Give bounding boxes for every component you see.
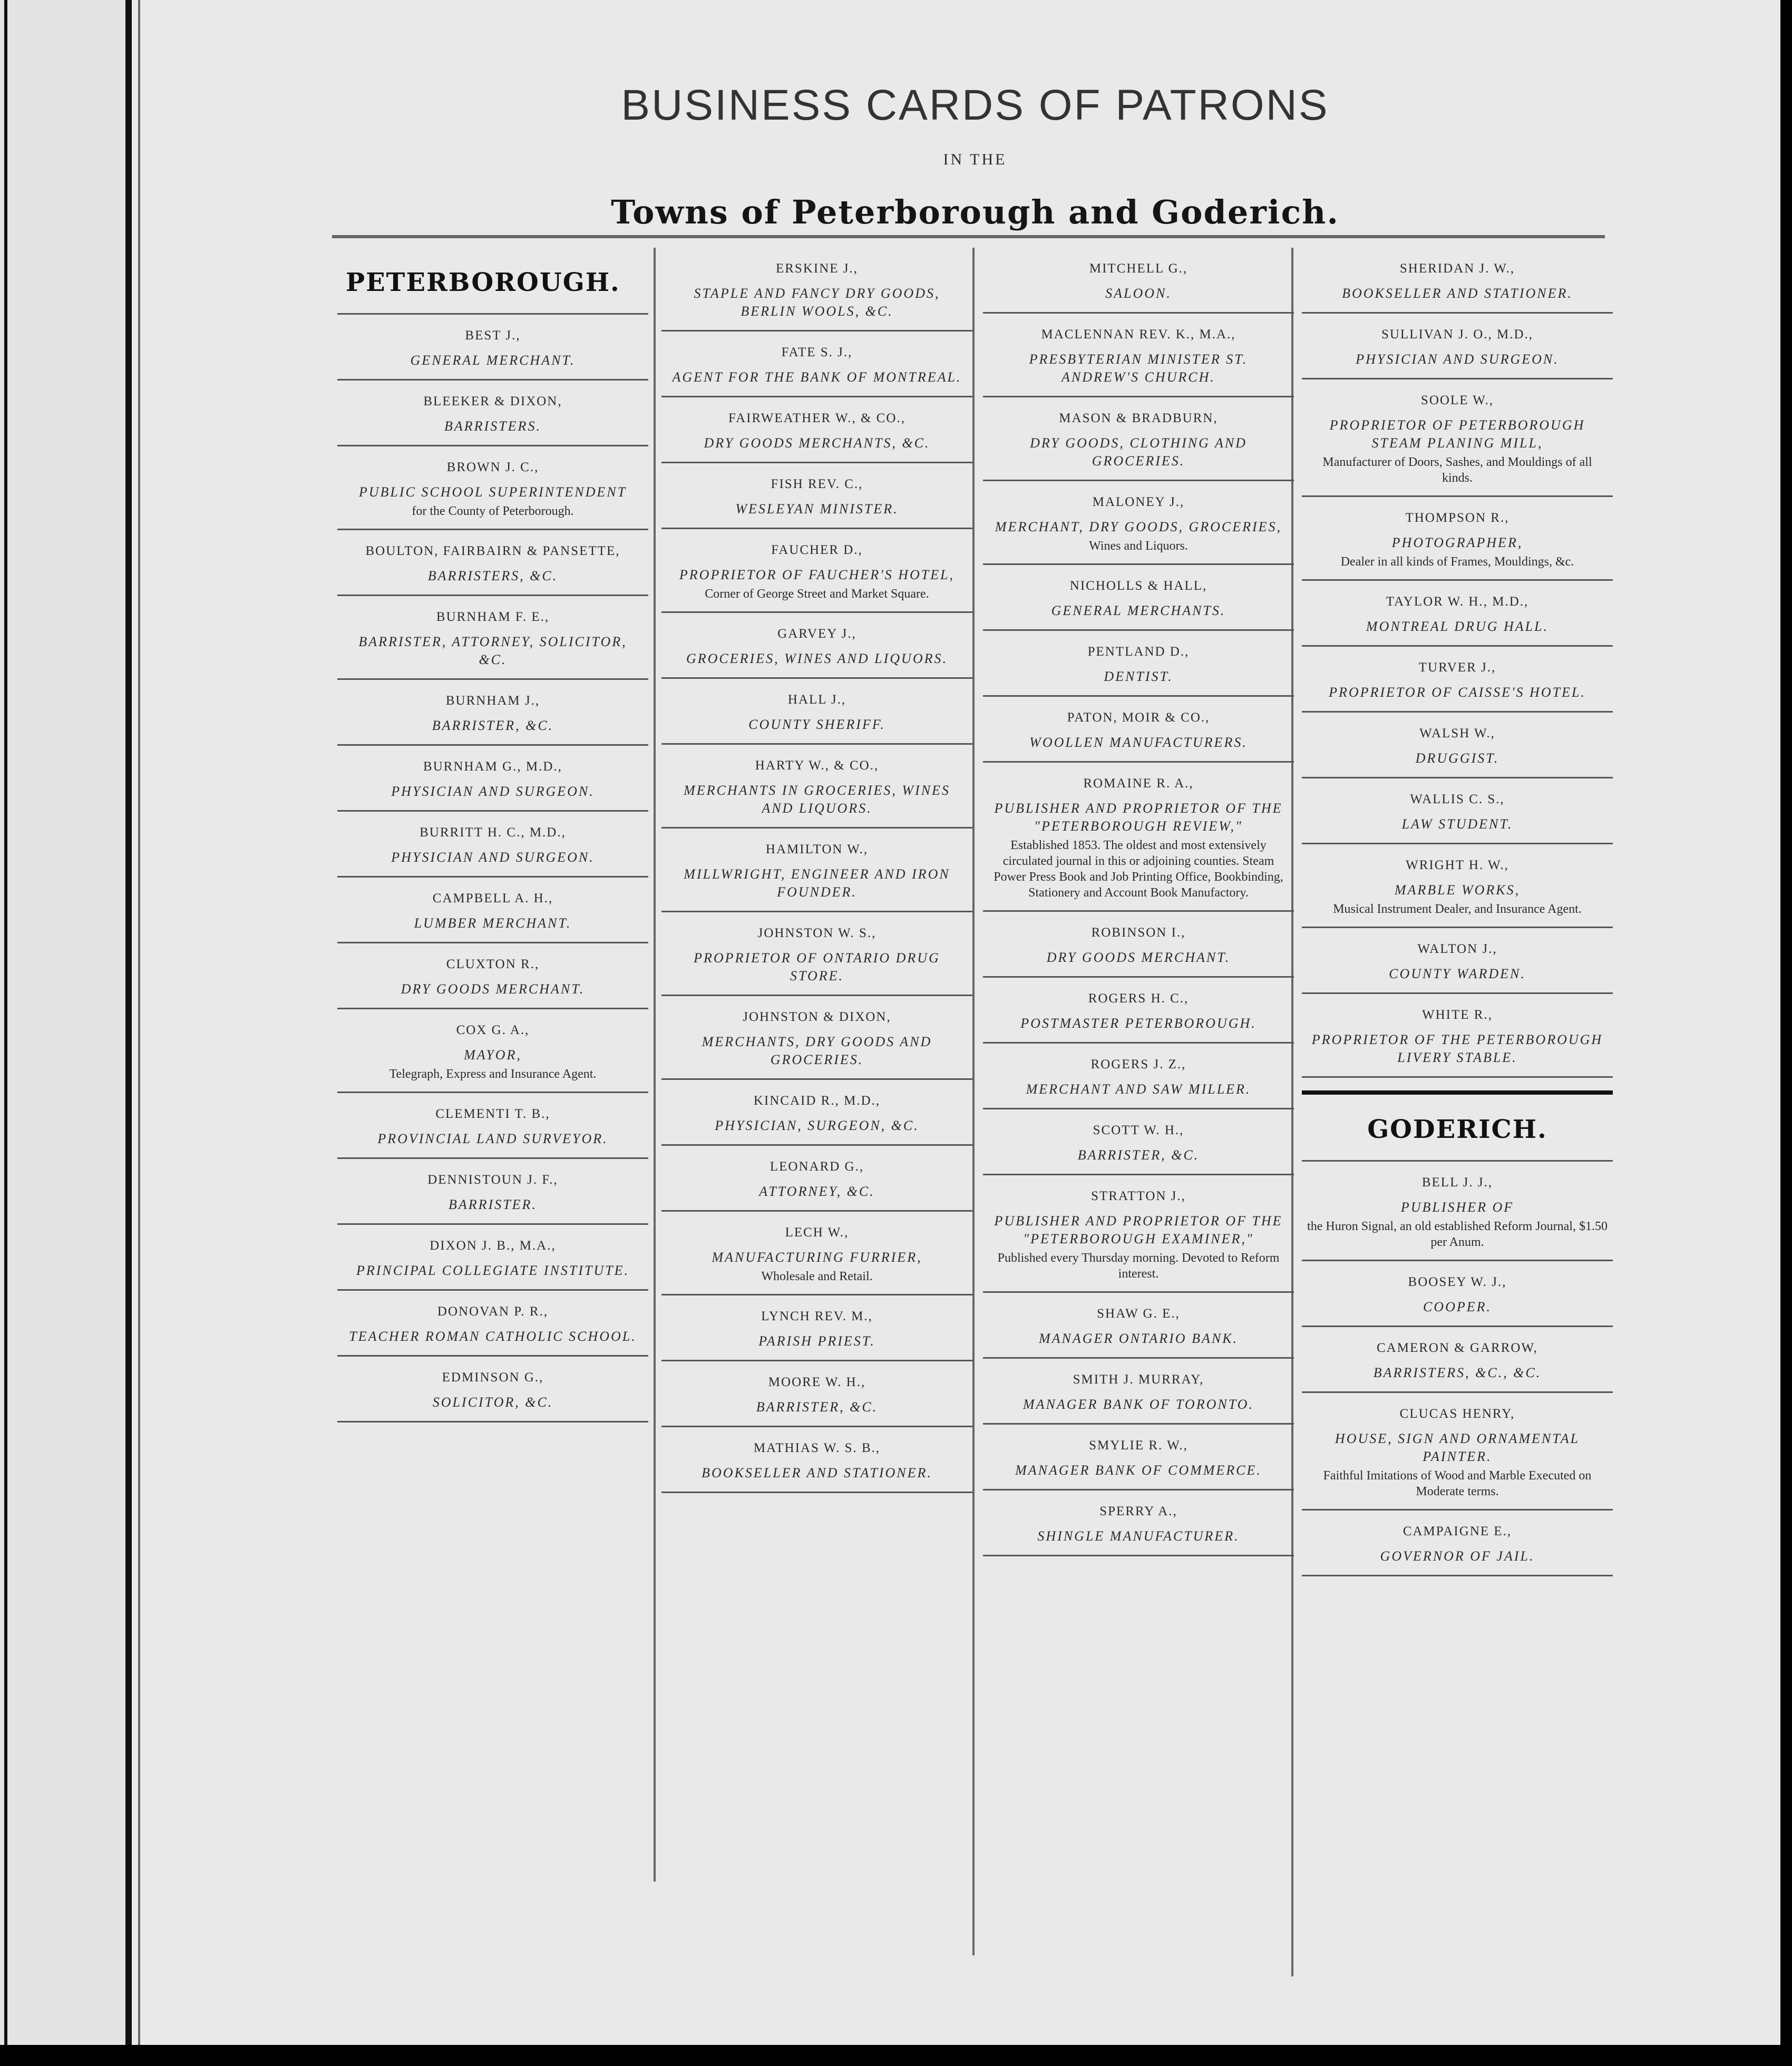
patron-name: GARVEY J., bbox=[777, 627, 856, 641]
patron-occupation: STAPLE AND FANCY DRY GOODS, BERLIN WOOLS, &C. bbox=[694, 286, 940, 319]
patron-name: HAMILTON W., bbox=[765, 842, 869, 856]
patron-occupation: POSTMASTER PETERBOROUGH. bbox=[1020, 1016, 1257, 1031]
patron-occupation: BOOKSELLER AND STATIONER. bbox=[1342, 286, 1573, 301]
business-card-entry bbox=[661, 829, 972, 912]
patron-name: COX G. A., bbox=[456, 1023, 530, 1037]
business-card-entry bbox=[1302, 844, 1613, 928]
business-card-entry bbox=[661, 1295, 972, 1361]
patron-name: BOOSEY W. J., bbox=[1408, 1275, 1507, 1289]
patron-note: the Huron Signal, an old established Reform Journal, $1.50 per Anum. bbox=[1307, 1220, 1608, 1249]
column-1 bbox=[337, 248, 648, 1422]
business-card-entry bbox=[983, 697, 1294, 763]
section-heading-peterborough: PETERBOROUGH. bbox=[337, 248, 648, 315]
patron-occupation: PARISH PRIEST. bbox=[758, 1333, 875, 1349]
patron-name: WRIGHT H. W., bbox=[1406, 858, 1509, 872]
patron-name: BURNHAM F. E., bbox=[436, 610, 550, 624]
business-card-entry bbox=[661, 613, 972, 679]
business-card-entry bbox=[1302, 581, 1613, 647]
patron-name: JOHNSTON & DIXON, bbox=[743, 1010, 891, 1024]
column-2 bbox=[661, 248, 972, 1493]
patron-note: for the County of Peterborough. bbox=[412, 504, 574, 518]
patron-occupation: MANAGER BANK OF TORONTO. bbox=[1023, 1397, 1254, 1412]
patron-occupation: PHYSICIAN AND SURGEON. bbox=[391, 784, 595, 799]
patron-occupation: MERCHANTS, DRY GOODS AND GROCERIES. bbox=[702, 1034, 932, 1067]
patron-name: MOORE W. H., bbox=[768, 1375, 866, 1389]
patron-occupation: COUNTY WARDEN. bbox=[1389, 966, 1526, 981]
patron-occupation: AGENT FOR THE BANK OF MONTREAL. bbox=[672, 369, 962, 385]
patron-occupation: DRY GOODS, CLOTHING AND GROCERIES. bbox=[1030, 435, 1247, 469]
patron-occupation: MAYOR, bbox=[464, 1047, 522, 1063]
patron-name: JOHNSTON W. S., bbox=[757, 926, 876, 940]
patron-name: DONOVAN P. R., bbox=[437, 1304, 549, 1319]
patron-note: Published every Thursday morning. Devoted to Reform interest. bbox=[997, 1251, 1280, 1281]
patron-name: SOOLE W., bbox=[1420, 393, 1494, 407]
business-card-entry bbox=[337, 1159, 648, 1225]
business-card-entry bbox=[337, 812, 648, 878]
patron-occupation: PROPRIETOR OF THE PETERBOROUGH LIVERY STABLE. bbox=[1311, 1032, 1603, 1065]
business-card-entry bbox=[337, 1225, 648, 1291]
patron-name: ROGERS H. C., bbox=[1088, 991, 1189, 1006]
patron-occupation: MANAGER ONTARIO BANK. bbox=[1038, 1331, 1239, 1346]
patron-name: SHERIDAN J. W., bbox=[1399, 261, 1515, 276]
patron-name: PENTLAND D., bbox=[1087, 645, 1190, 659]
patron-name: MATHIAS W. S. B., bbox=[753, 1441, 881, 1455]
patron-name: LYNCH REV. M., bbox=[761, 1309, 873, 1323]
business-card-entry bbox=[983, 912, 1294, 978]
binding-line bbox=[125, 0, 132, 2066]
patron-occupation: MANAGER BANK OF COMMERCE. bbox=[1015, 1463, 1262, 1478]
business-card-entry bbox=[337, 315, 648, 381]
business-card-entry bbox=[1302, 778, 1613, 844]
business-card-entry bbox=[1302, 1162, 1613, 1261]
business-card-entry bbox=[337, 680, 648, 746]
patron-name: KINCAID R., M.D., bbox=[753, 1094, 881, 1108]
patron-name: SULLIVAN J. O., M.D., bbox=[1381, 327, 1534, 342]
patron-note: Dealer in all kinds of Frames, Mouldings, &c. bbox=[1340, 555, 1574, 569]
patron-occupation: COUNTY SHERIFF. bbox=[748, 717, 885, 732]
business-card-entry bbox=[337, 1093, 648, 1159]
patron-name: SHAW G. E., bbox=[1097, 1307, 1180, 1321]
patron-occupation: MILLWRIGHT, ENGINEER AND IRON FOUNDER. bbox=[684, 866, 950, 900]
business-card-entry bbox=[661, 332, 972, 397]
business-card-entry bbox=[337, 1357, 648, 1422]
business-card-entry bbox=[983, 1490, 1294, 1556]
business-card-entry bbox=[661, 529, 972, 613]
patron-name: BOULTON, FAIRBAIRN & PANSETTE, bbox=[365, 544, 620, 558]
patron-occupation: BARRISTER, &C. bbox=[756, 1399, 878, 1415]
column-divider bbox=[654, 248, 656, 1882]
patron-occupation: DENTIST. bbox=[1104, 669, 1173, 684]
business-card-entry bbox=[1302, 928, 1613, 994]
business-card-entry bbox=[337, 943, 648, 1009]
patron-occupation: BARRISTERS, &C. bbox=[427, 568, 558, 583]
patron-occupation: SOLICITOR, &C. bbox=[432, 1395, 553, 1410]
business-card-entry bbox=[337, 530, 648, 596]
patron-name: CAMPAIGNE E., bbox=[1403, 1524, 1512, 1538]
patron-note: Faithful Imitations of Wood and Marble Executed on Moderate terms. bbox=[1323, 1469, 1592, 1498]
business-card-entry bbox=[661, 1080, 972, 1146]
patron-occupation: LUMBER MERCHANT. bbox=[414, 915, 572, 931]
patron-name: ROBINSON I., bbox=[1091, 925, 1186, 940]
patron-note: Wholesale and Retail. bbox=[761, 1270, 873, 1283]
patron-occupation: MONTREAL DRUG HALL. bbox=[1366, 619, 1549, 634]
column-divider bbox=[972, 248, 975, 1955]
patron-name: STRATTON J., bbox=[1091, 1189, 1186, 1203]
business-card-entry bbox=[661, 1146, 972, 1212]
header-rule bbox=[332, 235, 1605, 238]
patron-name: CAMERON & GARROW, bbox=[1376, 1341, 1538, 1355]
business-card-entry bbox=[983, 1359, 1294, 1425]
business-card-entry bbox=[337, 596, 648, 680]
patron-occupation: MERCHANT AND SAW MILLER. bbox=[1026, 1081, 1251, 1097]
patron-occupation: PUBLISHER AND PROPRIETOR OF THE "PETERBOROUGH EXAMINER," bbox=[994, 1213, 1283, 1246]
patron-occupation: SALOON. bbox=[1105, 286, 1172, 301]
patron-name: HARTY W., & CO., bbox=[755, 758, 879, 773]
business-card-entry bbox=[661, 996, 972, 1080]
business-card-entry bbox=[983, 314, 1294, 397]
business-card-entry bbox=[337, 878, 648, 943]
left-edge-line bbox=[4, 0, 7, 2066]
patron-name: HALL J., bbox=[787, 693, 846, 707]
patron-name: SMITH J. MURRAY, bbox=[1073, 1372, 1204, 1387]
business-card-entry bbox=[983, 397, 1294, 481]
page-header bbox=[316, 76, 1634, 233]
patron-occupation: PUBLISHER AND PROPRIETOR OF THE "PETERBOROUGH REVIEW," bbox=[994, 801, 1283, 834]
patron-name: BEST J., bbox=[465, 328, 521, 343]
business-card-entry bbox=[983, 1175, 1294, 1293]
patron-name: CLUCAS HENRY, bbox=[1399, 1407, 1515, 1421]
patron-name: THOMPSON R., bbox=[1405, 511, 1509, 525]
page-heading: Towns of Peterborough and Goderich. bbox=[611, 193, 1339, 231]
patron-name: LEONARD G., bbox=[770, 1159, 864, 1174]
patron-occupation: PHOTOGRAPHER, bbox=[1391, 535, 1523, 550]
business-card-entry bbox=[983, 631, 1294, 697]
patron-occupation: MERCHANT, DRY GOODS, GROCERIES, bbox=[995, 519, 1282, 534]
patron-occupation: PUBLISHER OF bbox=[1400, 1200, 1514, 1215]
patron-name: BURNHAM J., bbox=[445, 694, 540, 708]
business-card-entry bbox=[1302, 1261, 1613, 1327]
patron-occupation: PROPRIETOR OF ONTARIO DRUG STORE. bbox=[694, 950, 940, 983]
patron-note: Established 1853. The oldest and most extensively circulated journal in this or adjoining counties. Steam Power Press Book and Job Printing Office, Bookbinding, Stationery and Account Book Manufactory. bbox=[994, 839, 1283, 900]
patron-occupation: GROCERIES, WINES AND LIQUORS. bbox=[686, 651, 948, 666]
patron-occupation: BARRISTERS. bbox=[444, 418, 541, 434]
patron-name: FISH REV. C., bbox=[771, 477, 863, 491]
business-card-entry bbox=[661, 248, 972, 332]
patron-occupation: DRY GOODS MERCHANT. bbox=[1046, 950, 1231, 965]
business-card-entry bbox=[1302, 994, 1613, 1078]
patron-occupation: PROVINCIAL LAND SURVEYOR. bbox=[377, 1131, 608, 1146]
patron-name: CLUXTON R., bbox=[446, 957, 540, 971]
patron-name: CAMPBELL A. H., bbox=[432, 891, 553, 905]
patron-occupation: HOUSE, SIGN AND ORNAMENTAL PAINTER. bbox=[1335, 1431, 1580, 1464]
business-card-entry bbox=[337, 381, 648, 446]
patron-note: Musical Instrument Dealer, and Insurance Agent. bbox=[1333, 902, 1582, 916]
column-3 bbox=[983, 248, 1294, 1556]
patron-name: FAUCHER D., bbox=[771, 543, 863, 557]
business-card-entry bbox=[983, 1425, 1294, 1490]
patron-note: Corner of George Street and Market Square. bbox=[705, 587, 929, 601]
patron-occupation: BOOKSELLER AND STATIONER. bbox=[702, 1465, 932, 1480]
business-card-entry bbox=[1302, 248, 1613, 314]
patron-occupation: PHYSICIAN AND SURGEON. bbox=[391, 850, 595, 865]
business-card-entry bbox=[1302, 647, 1613, 713]
business-card-entry bbox=[983, 978, 1294, 1044]
patron-occupation: PRINCIPAL COLLEGIATE INSTITUTE. bbox=[356, 1263, 629, 1278]
page-subtitle: IN THE bbox=[943, 151, 1007, 168]
left-page-margin bbox=[0, 0, 125, 2066]
patron-occupation: BARRISTER, ATTORNEY, SOLICITOR, &C. bbox=[358, 634, 627, 667]
business-card-entry bbox=[1302, 497, 1613, 581]
patron-occupation: DRUGGIST. bbox=[1415, 751, 1499, 766]
patron-occupation: MANUFACTURING FURRIER, bbox=[712, 1250, 922, 1265]
patron-occupation: BARRISTERS, &C., &C. bbox=[1373, 1365, 1542, 1380]
patron-name: ROMAINE R. A., bbox=[1083, 776, 1194, 791]
patron-name: TAYLOR W. H., M.D., bbox=[1386, 595, 1529, 609]
patron-occupation: PROPRIETOR OF PETERBOROUGH STEAM PLANING MILL, bbox=[1329, 417, 1585, 451]
patron-occupation: WOOLLEN MANUFACTURERS. bbox=[1029, 735, 1248, 750]
business-card-entry bbox=[983, 565, 1294, 631]
patron-occupation: PUBLIC SCHOOL SUPERINTENDENT bbox=[358, 484, 627, 500]
business-card-entry bbox=[661, 912, 972, 996]
patron-name: MACLENNAN REV. K., M.A., bbox=[1041, 327, 1236, 342]
patron-occupation: WESLEYAN MINISTER. bbox=[735, 501, 899, 516]
section-heading-goderich: GODERICH. bbox=[1302, 1095, 1613, 1162]
patron-name: BLEEKER & DIXON, bbox=[423, 394, 562, 408]
patron-name: PATON, MOIR & CO., bbox=[1067, 710, 1210, 725]
patron-name: BURRITT H. C., M.D., bbox=[420, 825, 566, 840]
business-card-entry bbox=[661, 397, 972, 463]
business-card-entry bbox=[983, 1044, 1294, 1109]
patron-name: MASON & BRADBURN, bbox=[1059, 411, 1218, 425]
patron-occupation: GENERAL MERCHANTS. bbox=[1051, 603, 1226, 618]
business-card-entry bbox=[661, 1212, 972, 1295]
patron-name: DENNISTOUN J. F., bbox=[427, 1173, 558, 1187]
business-card-entry bbox=[661, 463, 972, 529]
patron-occupation: MARBLE WORKS, bbox=[1394, 882, 1521, 898]
business-card-entry bbox=[661, 1427, 972, 1493]
business-card-entry bbox=[337, 746, 648, 812]
patron-occupation: COOPER. bbox=[1423, 1299, 1492, 1314]
patron-name: SCOTT W. H., bbox=[1093, 1123, 1184, 1137]
patron-name: ROGERS J. Z., bbox=[1090, 1057, 1186, 1071]
patron-occupation: PHYSICIAN, SURGEON, &C. bbox=[715, 1118, 919, 1133]
business-card-entry bbox=[983, 1293, 1294, 1359]
patron-name: BURNHAM G., M.D., bbox=[423, 759, 562, 774]
patron-occupation: BARRISTER, &C. bbox=[432, 718, 554, 733]
patron-name: MALONEY J., bbox=[1092, 495, 1185, 509]
patron-occupation: DRY GOODS MERCHANTS, &C. bbox=[704, 435, 930, 451]
business-card-entry bbox=[983, 1109, 1294, 1175]
patron-name: BELL J. J., bbox=[1421, 1175, 1493, 1190]
business-card-entry bbox=[983, 763, 1294, 912]
business-card-entry bbox=[983, 248, 1294, 314]
column-4 bbox=[1302, 248, 1613, 1576]
binding-line-thin bbox=[138, 0, 140, 2066]
patron-occupation: PHYSICIAN AND SURGEON. bbox=[1356, 352, 1559, 367]
section-divider-rule bbox=[1302, 1090, 1613, 1095]
patron-name: TURVER J., bbox=[1418, 660, 1496, 675]
patron-name: WHITE R., bbox=[1422, 1008, 1493, 1022]
business-card-entry bbox=[1302, 1510, 1613, 1576]
patron-name: ERSKINE J., bbox=[775, 261, 859, 276]
patron-occupation: ATTORNEY, &C. bbox=[759, 1184, 875, 1199]
business-card-entry bbox=[337, 446, 648, 530]
patron-occupation: GENERAL MERCHANT. bbox=[410, 353, 576, 368]
right-border bbox=[1780, 0, 1792, 2066]
patron-note: Manufacturer of Doors, Sashes, and Mouldings of all kinds. bbox=[1322, 455, 1592, 485]
business-card-entry bbox=[337, 1009, 648, 1093]
patron-name: WALTON J., bbox=[1417, 942, 1497, 956]
business-card-entry bbox=[983, 481, 1294, 565]
business-card-entry bbox=[1302, 379, 1613, 497]
patron-name: MITCHELL G., bbox=[1089, 261, 1188, 276]
bottom-border bbox=[0, 2045, 1792, 2066]
patron-name: WALLIS C. S., bbox=[1410, 792, 1505, 806]
business-card-entry bbox=[661, 679, 972, 745]
business-card-entry bbox=[1302, 1393, 1613, 1510]
patron-name: SMYLIE R. W., bbox=[1089, 1438, 1188, 1453]
patron-occupation: PROPRIETOR OF FAUCHER'S HOTEL, bbox=[679, 567, 955, 582]
patron-name: BROWN J. C., bbox=[446, 460, 539, 474]
business-card-entry bbox=[1302, 314, 1613, 379]
patron-name: LECH W., bbox=[785, 1225, 849, 1240]
patron-name: DIXON J. B., M.A., bbox=[430, 1239, 556, 1253]
patron-occupation: PROPRIETOR OF CAISSE'S HOTEL. bbox=[1329, 685, 1586, 700]
page-title: BUSINESS CARDS OF PATRONS bbox=[621, 81, 1329, 129]
patron-name: FAIRWEATHER W., & CO., bbox=[728, 411, 905, 425]
patron-name: CLEMENTI T. B., bbox=[435, 1107, 550, 1121]
patron-name: EDMINSON G., bbox=[442, 1370, 544, 1385]
patron-occupation: MERCHANTS IN GROCERIES, WINES AND LIQUORS. bbox=[684, 783, 950, 816]
patron-occupation: BARRISTER. bbox=[449, 1197, 537, 1212]
business-card-entry bbox=[1302, 713, 1613, 778]
patron-occupation: GOVERNOR OF JAIL. bbox=[1380, 1548, 1535, 1564]
patron-note: Telegraph, Express and Insurance Agent. bbox=[389, 1067, 597, 1081]
patron-occupation: TEACHER ROMAN CATHOLIC SCHOOL. bbox=[349, 1329, 637, 1344]
patron-occupation: DRY GOODS MERCHANT. bbox=[401, 981, 585, 997]
business-card-entry bbox=[661, 1361, 972, 1427]
patron-occupation: LAW STUDENT. bbox=[1401, 816, 1513, 832]
patron-note: Wines and Liquors. bbox=[1089, 539, 1188, 553]
patron-name: NICHOLLS & HALL, bbox=[1069, 579, 1207, 593]
business-card-entry bbox=[1302, 1327, 1613, 1393]
patron-name: FATE S. J., bbox=[781, 345, 853, 359]
patron-name: WALSH W., bbox=[1419, 726, 1495, 740]
patron-occupation: SHINGLE MANUFACTURER. bbox=[1037, 1528, 1240, 1544]
patron-occupation: BARRISTER, &C. bbox=[1077, 1147, 1200, 1163]
business-card-entry bbox=[337, 1291, 648, 1357]
patron-occupation: PRESBYTERIAN MINISTER ST. ANDREW'S CHURCH. bbox=[1029, 352, 1248, 385]
business-card-entry bbox=[661, 745, 972, 829]
patron-name: SPERRY A., bbox=[1099, 1504, 1177, 1518]
